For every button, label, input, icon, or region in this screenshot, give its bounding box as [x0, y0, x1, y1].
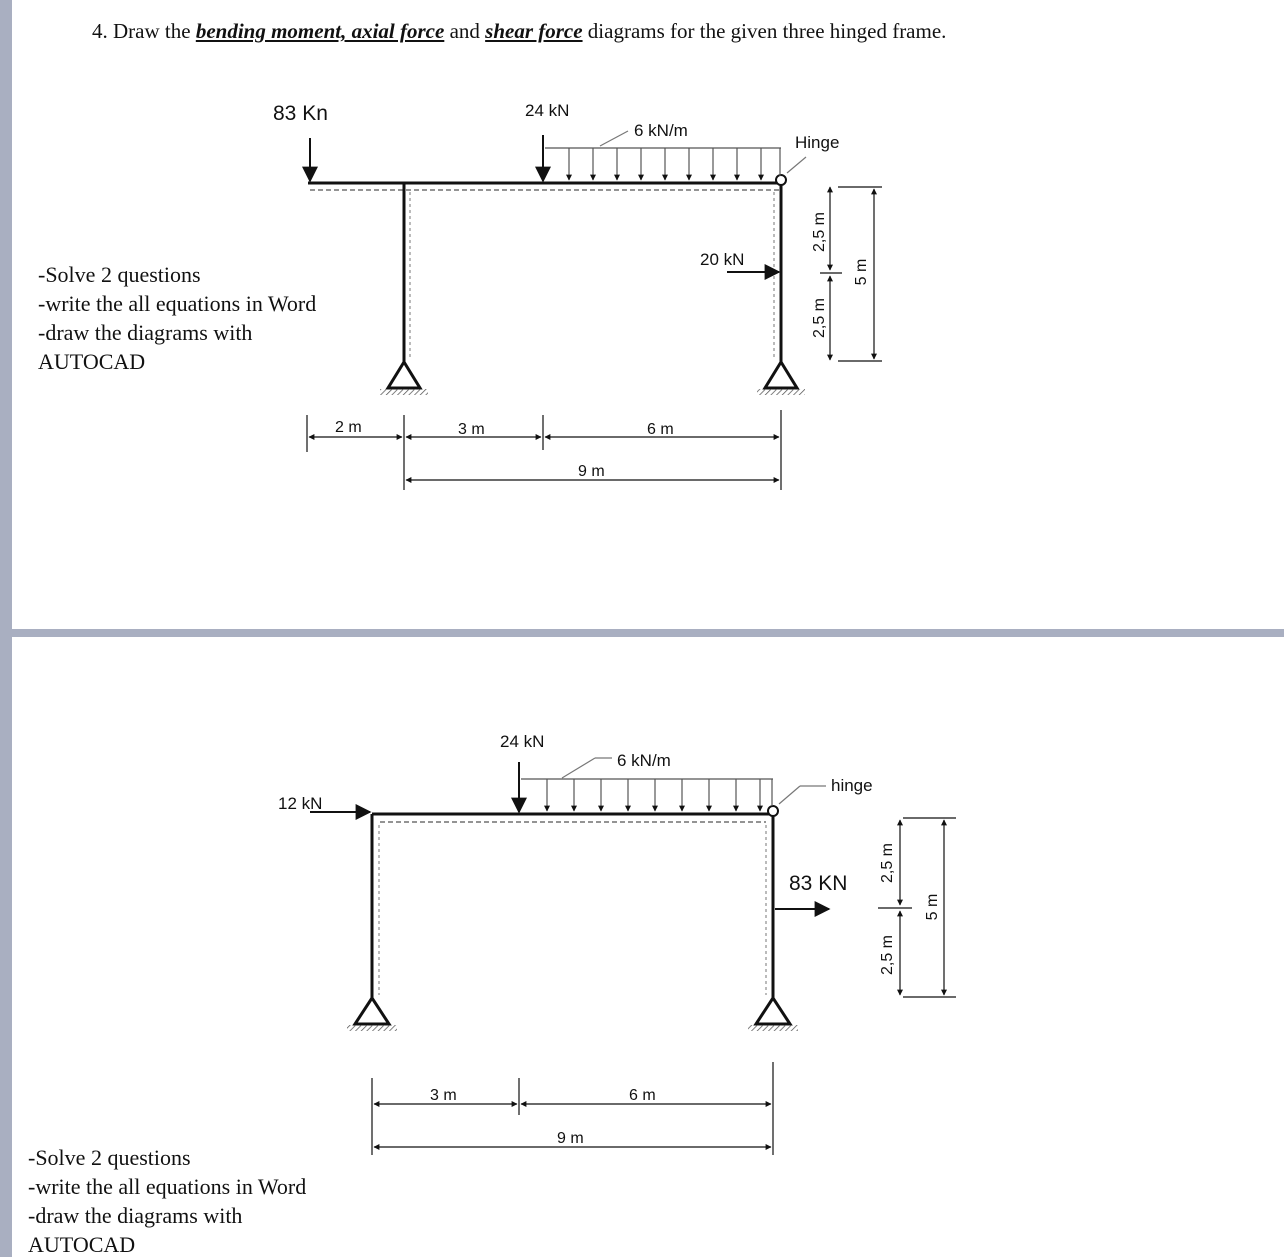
frame2-left-support: [347, 998, 397, 1031]
frame1-hinge-label: Hinge: [795, 133, 840, 152]
frame1-dim-top-half: 2,5 m: [811, 211, 828, 253]
frame2-dim-bottom-half: 2,5 m: [879, 934, 896, 976]
frame1-point-load-label: 83 Kn: [273, 102, 328, 125]
instructions-top: [38, 260, 316, 376]
question-title: 4. Draw the bending moment, axial force and shear force diagrams for the given three hinged frame.: [92, 19, 947, 43]
frame2-udl-label: 6 kN/m: [617, 751, 671, 770]
instruction-line: -Solve 2 questions: [28, 1145, 191, 1170]
frame-1: [273, 101, 882, 490]
frame2-dim-span-a: 3 m: [430, 1087, 457, 1104]
frame1-right-support: [757, 362, 805, 395]
instructions-bottom: [28, 1143, 306, 1259]
frame2-dim-height: 5 m: [924, 893, 941, 921]
frame1-dim-span-total: 9 m: [578, 463, 605, 480]
frame1-dim-bottom-half: 2,5 m: [811, 297, 828, 339]
frame1-udl-label: 6 kN/m: [634, 121, 688, 140]
frame1-dim-height: 5 m: [853, 258, 870, 286]
instruction-line: -write the all equations in Word: [28, 1174, 307, 1199]
instruction-line: -Solve 2 questions: [38, 262, 201, 287]
frame2-left-load-label: 12 kN: [278, 794, 323, 813]
frame1-dim-overhang: 2 m: [335, 419, 362, 436]
frame1-dim-span-a: 3 m: [458, 421, 485, 438]
frame2-dim-top-half: 2,5 m: [879, 842, 896, 884]
frame2-hinge-label: hinge: [831, 776, 873, 795]
frame1-dim-span-b: 6 m: [647, 421, 674, 438]
frame2-dim-span-total: 9 m: [557, 1130, 584, 1147]
frame2-beam-load-label: 24 kN: [500, 732, 545, 751]
frame1-hinge: [776, 175, 786, 185]
frame-2: [278, 732, 956, 1155]
instruction-line: -draw the diagrams with: [38, 320, 253, 345]
instruction-line: AUTOCAD: [38, 349, 146, 374]
frame1-beam-load-label: 24 kN: [525, 101, 570, 120]
frame2-hinge: [768, 806, 778, 816]
frame1-left-support: [380, 362, 428, 395]
frame1-horizontal-dimensions: [307, 410, 781, 490]
frame1-horizontal-load-label: 20 kN: [700, 250, 745, 269]
section-separator: [12, 629, 1284, 637]
frame2-dim-span-b: 6 m: [629, 1087, 656, 1104]
instruction-line: -write the all equations in Word: [38, 291, 317, 316]
frame2-right-support: [748, 998, 798, 1031]
instruction-line: -draw the diagrams with: [28, 1203, 243, 1228]
frame2-horizontal-load-label: 83 KN: [789, 872, 848, 895]
frame1-vertical-dimensions: [820, 187, 882, 361]
instruction-line: AUTOCAD: [28, 1232, 136, 1257]
